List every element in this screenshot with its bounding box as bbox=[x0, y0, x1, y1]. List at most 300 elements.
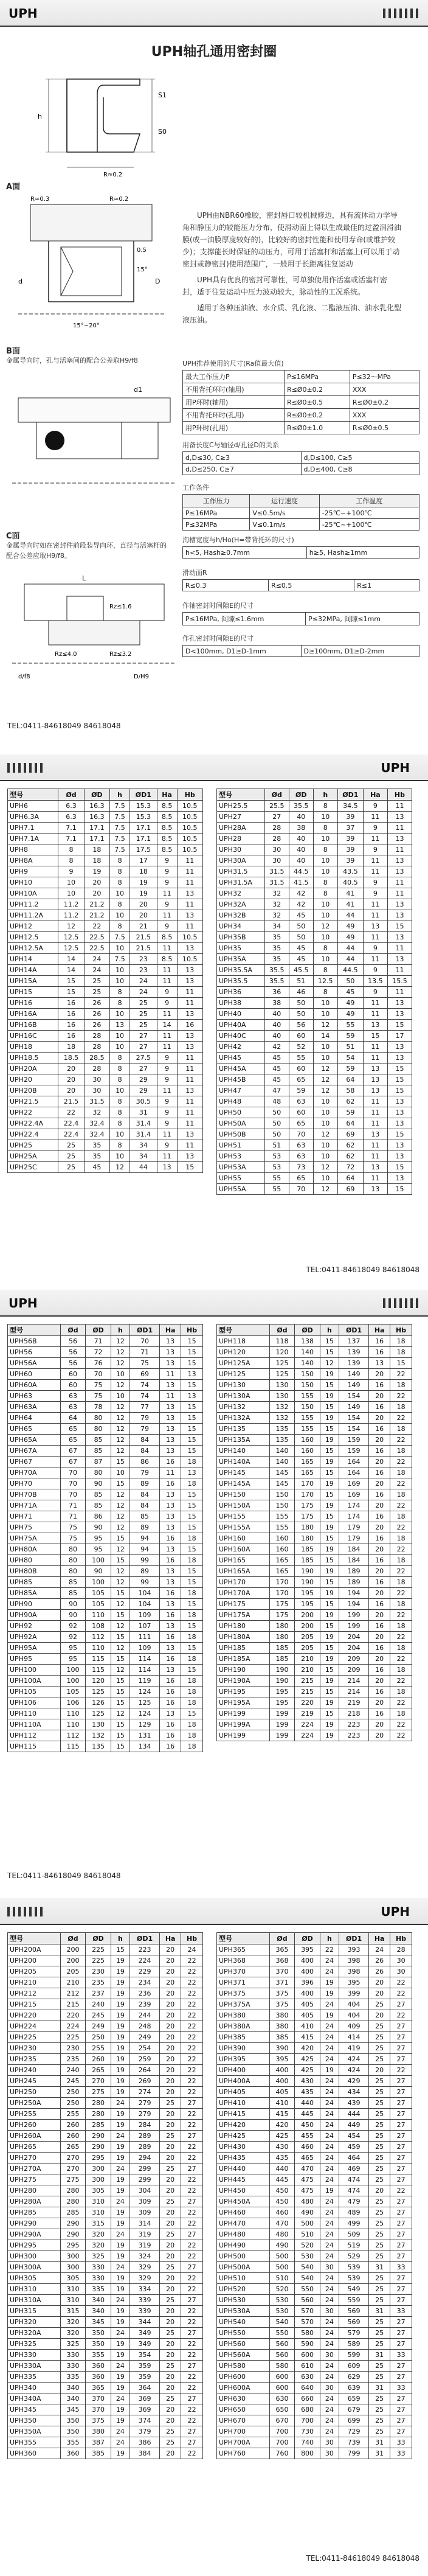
table-cell: 22.4 bbox=[58, 1129, 84, 1140]
table-cell: 22 bbox=[181, 2306, 203, 2317]
table-cell: 8 bbox=[110, 855, 130, 866]
table-cell: 11 bbox=[157, 1151, 177, 1162]
spec-caption: 滑动面R bbox=[182, 569, 207, 577]
table-cell: UPH180A bbox=[217, 1632, 270, 1643]
table-row bbox=[217, 1654, 412, 1665]
table-cell: 87 bbox=[86, 1457, 111, 1467]
table-row bbox=[8, 1632, 203, 1643]
table-cell: 185 bbox=[269, 1654, 295, 1665]
table-cell: 22 bbox=[181, 2043, 203, 2054]
table-cell: 415 bbox=[269, 2109, 295, 2120]
table-cell: 70 bbox=[60, 1467, 86, 1478]
table-cell: 600 bbox=[269, 2372, 295, 2383]
table-cell: 415 bbox=[295, 2032, 320, 2043]
table-cell: 270 bbox=[60, 2153, 86, 2163]
table-cell: UPH290A bbox=[8, 2229, 61, 2240]
table-row bbox=[217, 866, 412, 877]
table-row bbox=[217, 910, 412, 921]
spec-table-bore-gap bbox=[182, 632, 419, 657]
table-cell: 290 bbox=[60, 2218, 86, 2229]
table-cell: 393 bbox=[339, 1944, 368, 1955]
label-c: C面 bbox=[6, 532, 20, 541]
table-cell: 18 bbox=[390, 1424, 412, 1435]
table-cell: 530 bbox=[295, 2251, 320, 2262]
table-cell: 24 bbox=[320, 2163, 339, 2174]
table-cell: 10 bbox=[313, 899, 337, 910]
table-cell: 27 bbox=[390, 2021, 412, 2032]
table-cell: UPH12 bbox=[8, 921, 58, 932]
table-cell: 16 bbox=[369, 1467, 390, 1478]
table-cell: UPH45 bbox=[217, 1053, 265, 1063]
table-cell: 474 bbox=[339, 2185, 368, 2196]
table-cell: 13 bbox=[160, 1665, 181, 1676]
table-cell: 24 bbox=[320, 2328, 339, 2339]
table-cell: 131 bbox=[129, 1730, 159, 1741]
table-cell: 25 bbox=[369, 2087, 390, 2098]
table-cell: 205 bbox=[295, 1632, 320, 1643]
table-cell: 22 bbox=[181, 2120, 203, 2131]
table-cell: 140 bbox=[269, 1457, 295, 1467]
table-cell: 10 bbox=[313, 1107, 337, 1118]
table-cell: 13 bbox=[177, 1129, 202, 1140]
table-cell: 25 bbox=[369, 1999, 390, 2010]
table-cell: 27 bbox=[390, 2284, 412, 2295]
table-cell: UPH250 bbox=[8, 2087, 61, 2098]
table-row bbox=[217, 2010, 412, 2021]
table-cell: 699 bbox=[339, 2415, 368, 2426]
table-cell: 300 bbox=[86, 2174, 111, 2185]
table-cell: 31.4 bbox=[130, 1129, 157, 1140]
column-header: ØD bbox=[295, 1325, 320, 1336]
table-cell: 109 bbox=[129, 1643, 159, 1654]
table-cell: 629 bbox=[339, 2372, 368, 2383]
table-cell: UPH60A bbox=[8, 1380, 61, 1391]
table-cell: 159 bbox=[339, 1446, 368, 1457]
column-header: 型号 bbox=[8, 1933, 61, 1944]
table-row bbox=[8, 2339, 203, 2350]
spec-head: 工作压力 bbox=[183, 495, 250, 507]
table-cell: 139 bbox=[339, 1358, 368, 1369]
table-cell: 25 bbox=[369, 2207, 390, 2218]
table-cell: UPH56A bbox=[8, 1358, 61, 1369]
table-cell: 15 bbox=[181, 1522, 203, 1533]
table-cell: 35.5 bbox=[264, 976, 289, 987]
table-cell: 175 bbox=[295, 1511, 320, 1522]
table-cell: UPH150A bbox=[217, 1500, 270, 1511]
table-cell: 20 bbox=[160, 2142, 181, 2153]
spec-caption: 作孔密封时间隙E的尺寸 bbox=[182, 635, 254, 642]
table-cell: 18 bbox=[181, 1588, 203, 1599]
table-cell: UPH270 bbox=[8, 2153, 61, 2163]
table-cell: 11 bbox=[157, 1031, 177, 1042]
table-cell: 11 bbox=[157, 910, 177, 921]
table-cell: 170 bbox=[295, 1489, 320, 1500]
dim-angle2: 15°~20° bbox=[73, 322, 100, 329]
table-cell: 25 bbox=[160, 2426, 181, 2437]
table-row bbox=[217, 2174, 412, 2185]
table-cell: 30 bbox=[320, 2448, 339, 2459]
table-cell: 8 bbox=[313, 943, 337, 954]
table-cell: 8 bbox=[110, 1107, 130, 1118]
table-cell: 20 bbox=[160, 2251, 181, 2262]
table-cell: 51 bbox=[289, 976, 313, 987]
table-cell: 8 bbox=[110, 1053, 130, 1063]
table-cell: 20 bbox=[369, 2010, 390, 2021]
table-cell: 119 bbox=[129, 1676, 159, 1687]
table-cell: 8.5 bbox=[157, 844, 177, 855]
table-cell: 10 bbox=[110, 1042, 130, 1053]
table-cell: 20 bbox=[160, 2032, 181, 2043]
table-cell: 9 bbox=[363, 965, 387, 976]
table-cell: 50 bbox=[289, 921, 313, 932]
table-cell: 16 bbox=[160, 1697, 181, 1708]
table-cell: 19 bbox=[320, 1544, 339, 1555]
table-cell: 13 bbox=[177, 1151, 202, 1162]
table-cell: h<5, Hash≥0.7mm bbox=[183, 547, 307, 559]
table-cell: 160 bbox=[295, 1446, 320, 1457]
table-cell: 224 bbox=[295, 1719, 320, 1730]
table-cell: 15 bbox=[181, 1621, 203, 1632]
table-row bbox=[8, 1085, 203, 1096]
table-cell: 8 bbox=[313, 888, 337, 899]
table-cell: UPH199 bbox=[217, 1708, 270, 1719]
table-cell: 13 bbox=[160, 1435, 181, 1446]
table-cell: UPH92A bbox=[8, 1632, 61, 1643]
table-cell: 40 bbox=[289, 812, 313, 823]
table-cell: UPH180 bbox=[217, 1621, 270, 1632]
table-cell: 33 bbox=[390, 2306, 412, 2317]
table-cell: 386 bbox=[129, 2437, 159, 2448]
table-row bbox=[217, 1533, 412, 1544]
dim-s1: S1 bbox=[158, 91, 167, 99]
table-cell: 19 bbox=[320, 1610, 339, 1621]
table-cell: 25 bbox=[369, 2415, 390, 2426]
table-cell: 12 bbox=[313, 1085, 337, 1096]
table-cell: 470 bbox=[269, 2218, 295, 2229]
table-cell: 13 bbox=[387, 1042, 412, 1053]
table-cell: 194 bbox=[339, 1588, 368, 1599]
table-cell: 15 bbox=[111, 1676, 129, 1687]
table-cell: 490 bbox=[269, 2240, 295, 2251]
table-cell: 13 bbox=[177, 910, 202, 921]
table-cell: 18 bbox=[390, 1402, 412, 1413]
table-cell: d,D≤30, C≥3 bbox=[183, 452, 302, 464]
table-cell: 450 bbox=[269, 2185, 295, 2196]
table-cell: UPH42 bbox=[217, 1042, 265, 1053]
table-cell: 20 bbox=[58, 1063, 84, 1074]
table-cell: 31.5 bbox=[264, 866, 289, 877]
table-cell: 20 bbox=[369, 1588, 390, 1599]
table-cell: 42 bbox=[264, 1042, 289, 1053]
table-cell: R≤0.5 bbox=[269, 580, 354, 591]
table-cell: 17.5 bbox=[130, 844, 157, 855]
table-cell: 248 bbox=[129, 2021, 159, 2032]
table-cell: UPH95A bbox=[8, 1643, 61, 1654]
table-row bbox=[217, 1544, 412, 1555]
table-cell: 435 bbox=[295, 2087, 320, 2098]
table-cell: 310 bbox=[60, 2284, 86, 2295]
table-cell: 20 bbox=[369, 1730, 390, 1741]
table-cell: 16 bbox=[160, 1457, 181, 1467]
table-cell: 179 bbox=[339, 1533, 368, 1544]
table-cell: 20 bbox=[160, 2339, 181, 2350]
table-cell: 15 bbox=[181, 1413, 203, 1424]
table-cell: UPH320 bbox=[8, 2317, 61, 2328]
table-cell: UPH140A bbox=[217, 1457, 270, 1467]
table-cell: 199 bbox=[339, 1610, 368, 1621]
table-cell: 13 bbox=[387, 1096, 412, 1107]
table-cell: 10 bbox=[58, 877, 84, 888]
column-header: Hb bbox=[390, 1325, 412, 1336]
table-cell: d,D≤100, C≥5 bbox=[301, 452, 419, 464]
table-cell: P≤32MPa bbox=[183, 519, 250, 531]
table-cell: 150 bbox=[295, 1369, 320, 1380]
table-cell: 50 bbox=[264, 1107, 289, 1118]
table-cell: 245 bbox=[86, 2010, 111, 2021]
table-cell: 404 bbox=[339, 2010, 368, 2021]
table-cell: 225 bbox=[86, 1944, 111, 1955]
table-cell: 11 bbox=[157, 976, 177, 987]
table-cell: UPH210 bbox=[8, 1977, 61, 1988]
table-cell: 25 bbox=[369, 2218, 390, 2229]
table-cell: 22 bbox=[390, 1435, 412, 1446]
column-header: h bbox=[320, 1325, 339, 1336]
table-cell: 15 bbox=[320, 1708, 339, 1719]
table-cell: 39 bbox=[337, 812, 363, 823]
table-row bbox=[183, 383, 419, 396]
table-cell: 13 bbox=[177, 943, 202, 954]
table-cell: UPH92 bbox=[8, 1621, 61, 1632]
table-cell: 130 bbox=[269, 1391, 295, 1402]
description-p2: UPH具有优良的密封可靠性，可单独使用作活塞或活塞杆密封，适于往复运动中压力波动较大，脉动性的工况系统。 bbox=[182, 276, 388, 296]
table-cell: 7.5 bbox=[110, 823, 130, 834]
table-cell: 499 bbox=[339, 2218, 368, 2229]
table-cell: 13 bbox=[363, 1085, 387, 1096]
table-cell: 15 bbox=[181, 1336, 203, 1347]
table-cell: 89 bbox=[129, 1522, 159, 1533]
table-cell: 135 bbox=[269, 1435, 295, 1446]
table-cell: 395 bbox=[269, 2054, 295, 2065]
brand-label: UPH bbox=[9, 1296, 38, 1311]
table-row bbox=[8, 2350, 203, 2361]
table-cell: UPH170A bbox=[217, 1588, 270, 1599]
table-row bbox=[8, 1380, 203, 1391]
table-cell: 13 bbox=[177, 1085, 202, 1096]
page-header bbox=[0, 754, 428, 781]
table-cell: 404 bbox=[339, 1999, 368, 2010]
table-cell: 42 bbox=[289, 899, 313, 910]
table-cell: 21 bbox=[130, 921, 157, 932]
spec-head: 运行速度 bbox=[250, 495, 319, 507]
table-cell: 75 bbox=[60, 1533, 86, 1544]
table-cell: 69 bbox=[337, 1184, 363, 1195]
table-cell: 44 bbox=[130, 1162, 157, 1173]
table-cell: UPH530 bbox=[217, 2295, 270, 2306]
table-cell: 19 bbox=[320, 1588, 339, 1599]
table-cell: UPH70B bbox=[8, 1489, 61, 1500]
table-cell: UPH199 bbox=[217, 1730, 270, 1741]
table-cell: 760 bbox=[269, 2448, 295, 2459]
table-cell: 34 bbox=[130, 1140, 157, 1151]
table-cell: 11 bbox=[363, 834, 387, 844]
table-cell: 15.5 bbox=[387, 976, 412, 987]
table-cell: 25 bbox=[84, 987, 109, 998]
table-cell: 219 bbox=[339, 1697, 368, 1708]
table-cell: 439 bbox=[339, 2098, 368, 2109]
table-cell: 20 bbox=[369, 1988, 390, 1999]
table-cell: 100 bbox=[86, 1555, 111, 1566]
size-table-right bbox=[216, 1932, 412, 2459]
table-cell: 7.5 bbox=[110, 844, 130, 855]
table-cell: 不用背托环时(轴用) bbox=[183, 383, 285, 396]
table-cell: 180 bbox=[269, 1632, 295, 1643]
table-cell: 16 bbox=[160, 1654, 181, 1665]
table-row bbox=[217, 1511, 412, 1522]
table-row bbox=[217, 1031, 412, 1042]
table-cell: 24 bbox=[320, 2021, 339, 2032]
table-cell: UPH15 bbox=[8, 987, 58, 998]
table-cell: 279 bbox=[129, 2098, 159, 2109]
table-cell: 22 bbox=[181, 2174, 203, 2185]
table-cell: 10 bbox=[111, 1467, 129, 1478]
table-cell: 44.5 bbox=[337, 965, 363, 976]
table-cell: 13 bbox=[157, 1162, 177, 1173]
table-cell: 39 bbox=[337, 855, 363, 866]
table-cell: UPH530A bbox=[217, 2306, 270, 2317]
table-cell: 59 bbox=[337, 1031, 363, 1042]
table-row bbox=[8, 1151, 203, 1162]
piston-drawing-b bbox=[12, 380, 176, 507]
table-row bbox=[183, 452, 419, 464]
table-row bbox=[8, 2393, 203, 2404]
table-cell: 199 bbox=[339, 1621, 368, 1632]
table-cell: UPH355 bbox=[8, 2437, 61, 2448]
table-cell: 75 bbox=[129, 1358, 159, 1369]
table-cell: 13 bbox=[177, 976, 202, 987]
table-cell: UPH285 bbox=[8, 2207, 61, 2218]
table-cell: 25 bbox=[369, 2295, 390, 2306]
table-cell: 27 bbox=[390, 2361, 412, 2372]
table-cell: 340 bbox=[86, 2306, 111, 2317]
table-cell: 11 bbox=[363, 1151, 387, 1162]
table-row bbox=[8, 1697, 203, 1708]
table-cell: 74 bbox=[129, 1391, 159, 1402]
table-row bbox=[8, 2361, 203, 2372]
table-cell: 560 bbox=[295, 2295, 320, 2306]
table-cell: 85 bbox=[86, 1446, 111, 1457]
column-header: Ha bbox=[363, 789, 387, 801]
table-cell: 22 bbox=[390, 2185, 412, 2196]
table-row bbox=[8, 1977, 203, 1988]
table-cell: 90 bbox=[86, 1566, 111, 1577]
table-row bbox=[8, 1654, 203, 1665]
table-cell: 18 bbox=[130, 866, 157, 877]
table-cell: 20 bbox=[160, 1988, 181, 1999]
table-cell: 180 bbox=[295, 1533, 320, 1544]
table-cell: 15 bbox=[181, 1424, 203, 1435]
table-cell: 270 bbox=[60, 2163, 86, 2174]
table-cell: 16 bbox=[369, 1599, 390, 1610]
table-cell: 250 bbox=[60, 2087, 86, 2098]
column-header: h bbox=[313, 789, 337, 801]
table-cell: 132 bbox=[269, 1413, 295, 1424]
table-cell: UPH405 bbox=[217, 2087, 270, 2098]
table-cell: 20 bbox=[160, 2415, 181, 2426]
table-cell: 550 bbox=[269, 2328, 295, 2339]
table-cell: 165 bbox=[269, 1566, 295, 1577]
decorative-stripes bbox=[383, 9, 421, 18]
table-cell: 18 bbox=[181, 1676, 203, 1687]
table-cell: 359 bbox=[129, 2372, 159, 2383]
table-cell: 20 bbox=[369, 1654, 390, 1665]
table-cell: 20 bbox=[369, 2185, 390, 2196]
size-table-left bbox=[7, 1932, 203, 2459]
table-cell: 27 bbox=[181, 2361, 203, 2372]
column-header: ØD1 bbox=[130, 789, 157, 801]
page-header bbox=[0, 1290, 428, 1317]
table-cell: 51 bbox=[264, 1140, 289, 1151]
table-cell: 33 bbox=[390, 2262, 412, 2273]
table-cell: 84 bbox=[129, 1489, 159, 1500]
table-cell: 50 bbox=[289, 932, 313, 943]
table-cell: UPH375 bbox=[217, 1988, 270, 1999]
table-cell: 15 bbox=[58, 976, 84, 987]
table-row bbox=[183, 422, 419, 434]
table-cell: UPH75A bbox=[8, 1533, 61, 1544]
table-cell: 95 bbox=[86, 1544, 111, 1555]
table-cell: 20 bbox=[160, 2021, 181, 2032]
table-cell: UPH65 bbox=[8, 1424, 61, 1435]
table-cell: 223 bbox=[339, 1730, 368, 1741]
table-cell: 27 bbox=[181, 2098, 203, 2109]
table-cell: 15 bbox=[387, 1020, 412, 1031]
table-cell: 224 bbox=[295, 1730, 320, 1741]
table-cell: 24 bbox=[320, 2404, 339, 2415]
table-cell: 18 bbox=[390, 1489, 412, 1500]
table-row bbox=[217, 976, 412, 987]
table-row bbox=[8, 2054, 203, 2065]
dim-D: D bbox=[155, 277, 160, 285]
table-cell: 20 bbox=[58, 1074, 84, 1085]
table-cell: 21.2 bbox=[84, 899, 109, 910]
table-cell: UPH20B bbox=[8, 1085, 58, 1096]
table-cell: 60 bbox=[60, 1369, 86, 1380]
table-cell: 100 bbox=[86, 1577, 111, 1588]
table-cell: UPH630 bbox=[217, 2393, 270, 2404]
table-cell: UPH145A bbox=[217, 1478, 270, 1489]
table-cell: 20 bbox=[160, 1944, 181, 1955]
table-cell: 560 bbox=[269, 2339, 295, 2350]
table-cell: 354 bbox=[129, 2350, 159, 2361]
table-cell: 125 bbox=[129, 1697, 159, 1708]
table-cell: 18 bbox=[390, 1708, 412, 1719]
table-cell: 510 bbox=[295, 2229, 320, 2240]
table-cell: 185 bbox=[295, 1544, 320, 1555]
size-table-right bbox=[216, 1324, 412, 1741]
table-cell: UPH105 bbox=[8, 1687, 61, 1697]
column-header: h bbox=[111, 1933, 129, 1944]
table-cell: D≥100mm, D1≥D-2mm bbox=[301, 646, 419, 657]
table-cell: 19 bbox=[111, 2415, 129, 2426]
column-header: Ha bbox=[369, 1325, 390, 1336]
table-row bbox=[217, 899, 412, 910]
table-cell: 55 bbox=[337, 1020, 363, 1031]
table-cell: 44 bbox=[337, 910, 363, 921]
table-cell: 31 bbox=[369, 2350, 390, 2361]
table-cell: 13 bbox=[387, 1151, 412, 1162]
table-cell: 12 bbox=[111, 1599, 129, 1610]
table-cell: 539 bbox=[339, 2262, 368, 2273]
